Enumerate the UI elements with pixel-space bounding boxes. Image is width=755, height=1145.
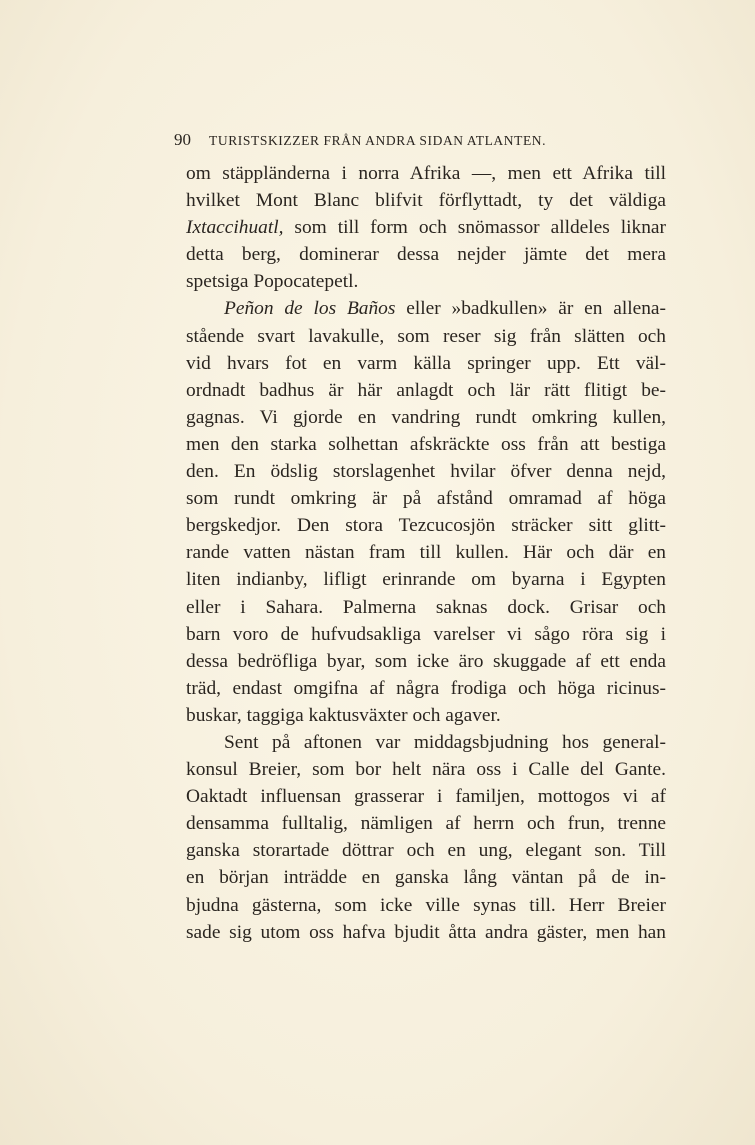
text-line xyxy=(186,566,666,593)
text-line xyxy=(186,729,666,756)
line-text: detta berg, dominerar dessa nejder jämte det mera xyxy=(186,244,666,266)
text-line xyxy=(186,837,666,864)
line-text: liten indianby, lifligt erinrande om byarna i Egypten xyxy=(186,569,666,591)
text-line xyxy=(186,539,666,566)
italic-term: Ixtaccihuatl, xyxy=(186,217,284,239)
italic-term: Peñon de los Baños xyxy=(224,298,396,320)
text-line xyxy=(186,892,666,919)
text-line xyxy=(186,864,666,891)
line-text: träd, endast omgifna af några frodiga och höga ricinus- xyxy=(186,677,666,699)
line-text: konsul Breier, som bor helt nära oss i Calle del Gante. xyxy=(186,759,666,781)
line-text: gagnas. Vi gjorde en vandring rundt omkring kullen, xyxy=(186,406,666,428)
text-line xyxy=(186,702,666,729)
line-text: men den starka solhettan afskräckte oss från att bestiga xyxy=(186,433,666,455)
page-number: 90 xyxy=(174,130,191,149)
line-text: eller »badkullen» är en allena- xyxy=(395,298,666,320)
text-line xyxy=(186,485,666,512)
line-text: hvilket Mont Blanc blifvit förflyttadt, ty det väldiga xyxy=(186,190,666,212)
text-line xyxy=(186,431,666,458)
text-line xyxy=(186,268,666,295)
body-text xyxy=(186,160,666,946)
line-text: bjudna gästerna, som icke ville synas till. Herr Breier xyxy=(186,894,666,916)
text-line xyxy=(186,458,666,485)
line-text: spetsiga Popocatepetl. xyxy=(186,271,359,293)
text-line xyxy=(186,810,666,837)
text-line xyxy=(186,756,666,783)
running-title: TURISTSKIZZER FRÅN ANDRA SIDAN ATLANTEN. xyxy=(209,133,547,148)
text-line xyxy=(186,295,666,322)
line-text: sade sig utom oss hafva bjudit åtta andra gäster, men han xyxy=(186,921,666,943)
text-line xyxy=(186,323,666,350)
text-line xyxy=(186,919,666,946)
line-text: den. En ödslig storslagenhet hvilar öfver denna nejd, xyxy=(186,461,666,483)
line-text: ganska storartade döttrar och en ung, elegant son. Till xyxy=(186,840,666,862)
line-text: ordnadt badhus är här anlagdt och lär rätt flitigt be- xyxy=(186,379,666,401)
line-text: Sent på aftonen var middagsbjudning hos general- xyxy=(224,731,666,753)
line-text: om stäppländerna i norra Afrika —, men ett Afrika till xyxy=(186,163,666,184)
line-text: buskar, taggiga kaktusväxter och agaver. xyxy=(186,704,501,726)
line-text: som till form och snömassor alldeles liknar xyxy=(283,217,666,239)
text-line xyxy=(186,241,666,268)
text-line xyxy=(186,783,666,810)
line-text: densamma fulltalig, nämligen af herrn och frun, trenne xyxy=(186,813,666,835)
text-line xyxy=(186,377,666,404)
text-line xyxy=(186,404,666,431)
text-line xyxy=(186,594,666,621)
line-text: bergskedjor. Den stora Tezcucosjön sträcker sitt glitt- xyxy=(186,515,666,537)
running-header xyxy=(174,130,654,150)
text-line xyxy=(186,648,666,675)
line-text: en början inträdde en ganska lång väntan på de in- xyxy=(186,867,666,889)
text-line xyxy=(186,350,666,377)
text-line xyxy=(186,214,666,241)
text-line xyxy=(186,621,666,648)
line-text: rande vatten nästan fram till kullen. Här och där en xyxy=(186,542,666,564)
line-text: stående svart lavakulle, som reser sig från slätten och xyxy=(186,325,666,347)
line-text: som rundt omkring är på afstånd omramad af höga xyxy=(186,488,666,510)
text-line xyxy=(186,187,666,214)
text-line xyxy=(186,512,666,539)
line-text: eller i Sahara. Palmerna saknas dock. Grisar och xyxy=(186,596,666,618)
text-line xyxy=(186,675,666,702)
line-text: Oaktadt influensan grasserar i familjen, mottogos vi af xyxy=(186,786,666,808)
line-text: barn voro de hufvudsakliga varelser vi sågo röra sig i xyxy=(186,623,666,645)
line-text: dessa bedröfliga byar, som icke äro skuggade af ett enda xyxy=(186,650,666,672)
text-line xyxy=(186,160,666,187)
line-text: vid hvars fot en varm källa springer upp. Ett väl- xyxy=(186,352,666,374)
